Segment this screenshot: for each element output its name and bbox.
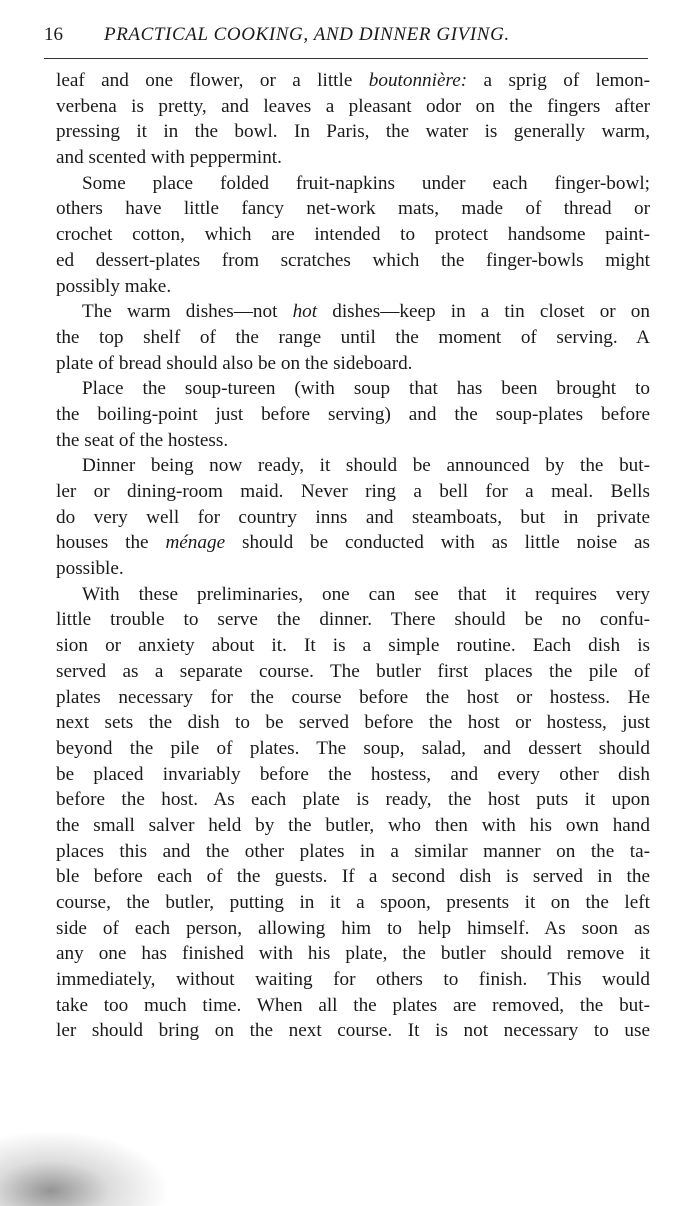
text-segment: side of each person, allowing him to help himself. As soon as [56, 917, 650, 939]
text-segment: little trouble to serve the dinner. There should be no confu- [56, 609, 650, 631]
text-segment: the seat of the hostess. [56, 429, 229, 451]
text-line [56, 94, 650, 120]
text-line [56, 787, 650, 813]
text-segment: ler or dining-room maid. Never ring a bell for a meal. Bells [56, 481, 650, 502]
text-line [56, 762, 650, 788]
text-line [56, 941, 650, 967]
text-line [56, 351, 650, 377]
text-segment: crochet cotton, which are intended to protect handsome paint- [56, 224, 650, 246]
text-segment: before the host. As each plate is ready, the host puts it upon [56, 789, 650, 811]
text-line [56, 633, 650, 659]
text-line [56, 325, 650, 351]
text-line [56, 736, 650, 762]
text-segment: be placed invariably before the hostess, and every other dish [56, 763, 650, 785]
text-line [56, 402, 650, 428]
text-segment: the boiling-point just before serving) and the soup-plates before [56, 403, 650, 425]
text-segment: course, the butler, putting in it a spoon, presents it on the left [56, 892, 650, 913]
text-line [56, 196, 650, 222]
text-line [56, 864, 650, 890]
text-line [56, 479, 650, 505]
text-line [56, 813, 650, 839]
text-line [56, 248, 650, 274]
text-segment: possible. [56, 558, 124, 580]
text-line [56, 376, 650, 402]
text-line [56, 119, 650, 145]
text-line [56, 890, 650, 916]
text-segment: next sets the dish to be served before the host or hostess, just [56, 712, 650, 734]
text-line [56, 505, 650, 531]
text-line [56, 428, 650, 454]
text-segment: pressing it in the bowl. In Paris, the water is generally warm, [56, 121, 650, 143]
text-segment: a sprig of lemon- [467, 70, 650, 91]
text-segment: Dinner being now ready, it should be announced by the but- [82, 455, 650, 477]
text-segment: should be conducted with as little noise as [225, 532, 650, 554]
italic-text: hot [292, 301, 318, 323]
text-segment: The warm dishes—not [82, 301, 293, 323]
text-segment: served as a separate course. The butler first places the pile of [56, 660, 650, 682]
text-line [56, 582, 650, 608]
text-line [56, 1018, 650, 1044]
text-line [56, 685, 650, 711]
header-rule [44, 58, 648, 59]
text-line [56, 145, 650, 171]
text-line [56, 993, 650, 1019]
text-segment: the small salver held by the butler, who then with his own hand [56, 814, 650, 836]
text-line [56, 453, 650, 479]
text-line [56, 274, 650, 300]
text-line [56, 659, 650, 685]
text-segment: immediately, without waiting for others to finish. This would [56, 969, 650, 991]
text-segment: any one has finished with his plate, the butler should remove it [56, 943, 650, 965]
italic-text: ménage [165, 532, 226, 554]
text-segment: dishes—keep in a tin closet or on [317, 301, 650, 323]
text-segment: With these preliminaries, one can see that it requires very [82, 583, 650, 605]
text-line [56, 839, 650, 865]
text-line [56, 607, 650, 633]
text-line [56, 916, 650, 942]
text-segment: do very well for country inns and steamboats, but in private [56, 506, 650, 528]
text-line [56, 299, 650, 325]
text-segment: the top shelf of the range until the moment of serving. A [56, 326, 650, 348]
text-line [56, 68, 650, 94]
text-segment: take too much time. When all the plates are removed, the but- [56, 994, 650, 1016]
text-segment: possibly make. [56, 275, 172, 297]
text-line [56, 171, 650, 197]
text-segment: ler should bring on the next course. It is not necessary to use [56, 1020, 650, 1042]
text-segment: places this and the other plates in a similar manner on the ta- [56, 840, 650, 862]
text-line [56, 556, 650, 582]
text-line [56, 530, 650, 556]
scan-speckle-stain [0, 1130, 170, 1206]
running-title: PRACTICAL COOKING, AND DINNER GIVING. [104, 24, 510, 45]
text-segment: Place the soup-tureen (with soup that has been brought to [82, 378, 650, 400]
text-segment: plates necessary for the course before the host or hostess. He [56, 686, 650, 708]
text-segment: Some place folded fruit-napkins under each finger-bowl; [82, 172, 650, 194]
page-number: 16 [44, 24, 63, 45]
text-segment: leaf and one flower, or a little [56, 70, 369, 91]
body-text [56, 68, 650, 1044]
text-segment: sion or anxiety about it. It is a simple routine. Each dish is [56, 635, 650, 657]
text-line [56, 967, 650, 993]
text-segment: verbena is pretty, and leaves a pleasant odor on the fingers after [56, 95, 650, 117]
text-segment: ed dessert-plates from scratches which the finger-bowls might [56, 249, 650, 271]
text-line [56, 222, 650, 248]
italic-text: boutonnière: [368, 70, 468, 91]
text-line [56, 710, 650, 736]
text-segment: houses the [56, 532, 166, 554]
text-segment: others have little fancy net-work mats, made of thread or [56, 198, 650, 220]
text-segment: plate of bread should also be on the sideboard. [56, 352, 413, 374]
text-segment: beyond the pile of plates. The soup, salad, and dessert should [56, 737, 650, 759]
text-segment: and scented with peppermint. [56, 147, 282, 169]
text-segment: ble before each of the guests. If a second dish is served in the [56, 866, 650, 888]
